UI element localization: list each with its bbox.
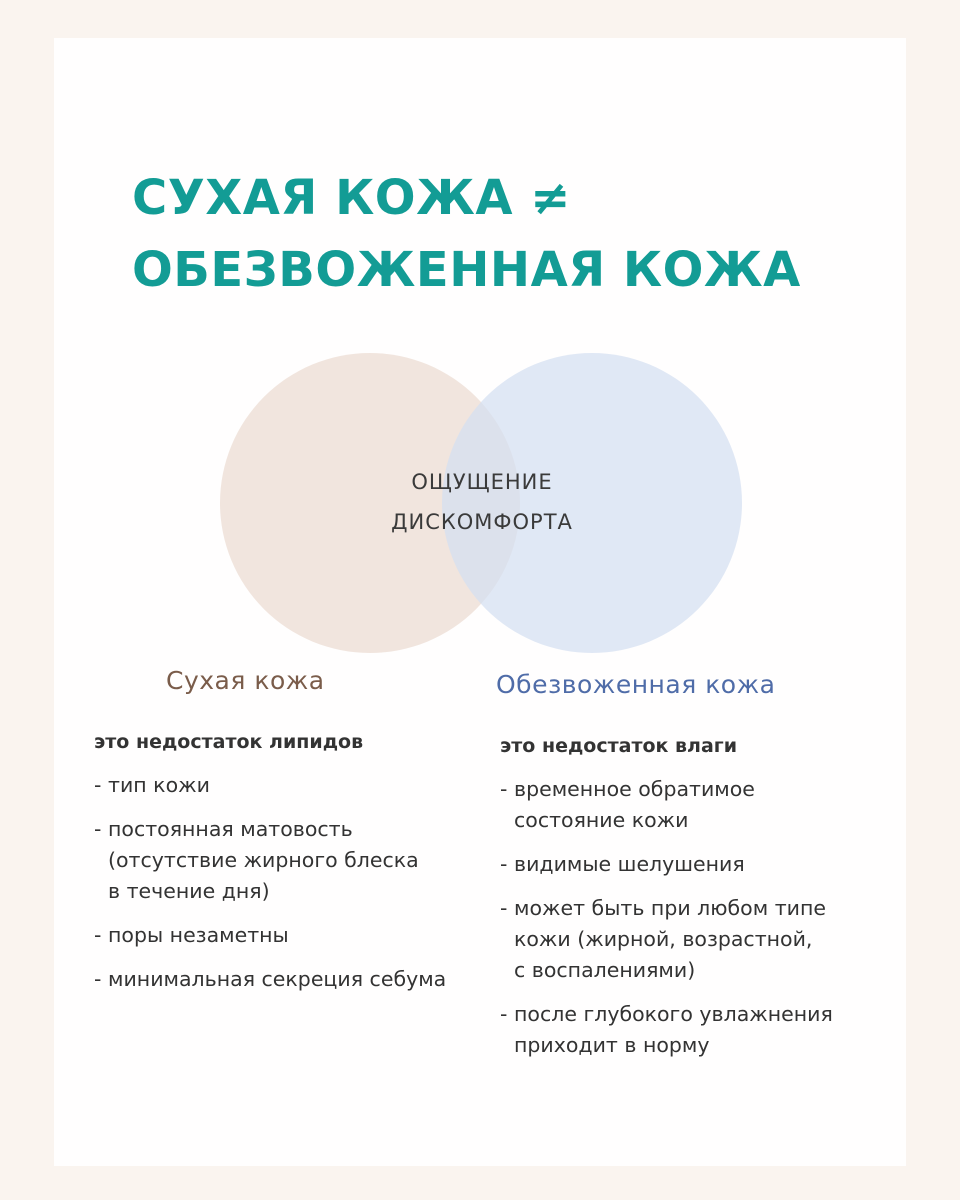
list-item-text: постоянная матовость (отсутствие жирного блеска в течение дня) — [108, 817, 419, 903]
title-line-1: СУХАЯ КОЖА ≠ — [132, 170, 571, 226]
title-line-2: ОБЕЗВОЖЕННАЯ КОЖА — [132, 242, 801, 298]
list-item-text: после глубокого увлажнения приходит в норму — [514, 1002, 833, 1057]
list-item-text: может быть при любом типе кожи (жирной, возрастной, с воспалениями) — [514, 896, 826, 982]
list-item-text: тип кожи — [108, 773, 210, 797]
list-dash: - — [94, 967, 102, 991]
dehydrated-skin-heading: Обезвоженная кожа — [496, 670, 776, 699]
list-dash: - — [500, 1002, 508, 1026]
list-item — [94, 964, 494, 995]
list-dash: - — [94, 773, 102, 797]
list-item — [94, 920, 494, 951]
list-dash: - — [94, 817, 102, 841]
list-item — [94, 814, 494, 907]
list-item-text: временное обратимое состояние кожи — [514, 777, 755, 832]
list-item-text: поры незаметны — [108, 923, 289, 947]
list-item — [500, 849, 880, 880]
dehydrated-skin-column — [500, 731, 880, 1074]
venn-intersection-line-1: ОЩУЩЕНИЕ — [411, 470, 553, 494]
dry-skin-lead: это недостаток липидов — [94, 731, 364, 753]
list-dash: - — [500, 896, 508, 920]
venn-intersection-label — [332, 462, 632, 542]
list-item-text: видимые шелушения — [514, 852, 745, 876]
list-item — [500, 774, 880, 836]
list-item — [500, 893, 880, 986]
list-dash: - — [94, 923, 102, 947]
list-dash: - — [500, 777, 508, 801]
dry-skin-heading: Сухая кожа — [166, 666, 325, 695]
list-item-text: минимальная секреция себума — [108, 967, 447, 991]
list-item — [94, 770, 494, 801]
venn-intersection-line-2: ДИСКОМФОРТА — [391, 510, 573, 534]
list-dash: - — [500, 852, 508, 876]
dehydrated-skin-lead: это недостаток влаги — [500, 735, 738, 757]
dry-skin-column — [94, 727, 494, 1008]
list-item — [500, 999, 880, 1061]
